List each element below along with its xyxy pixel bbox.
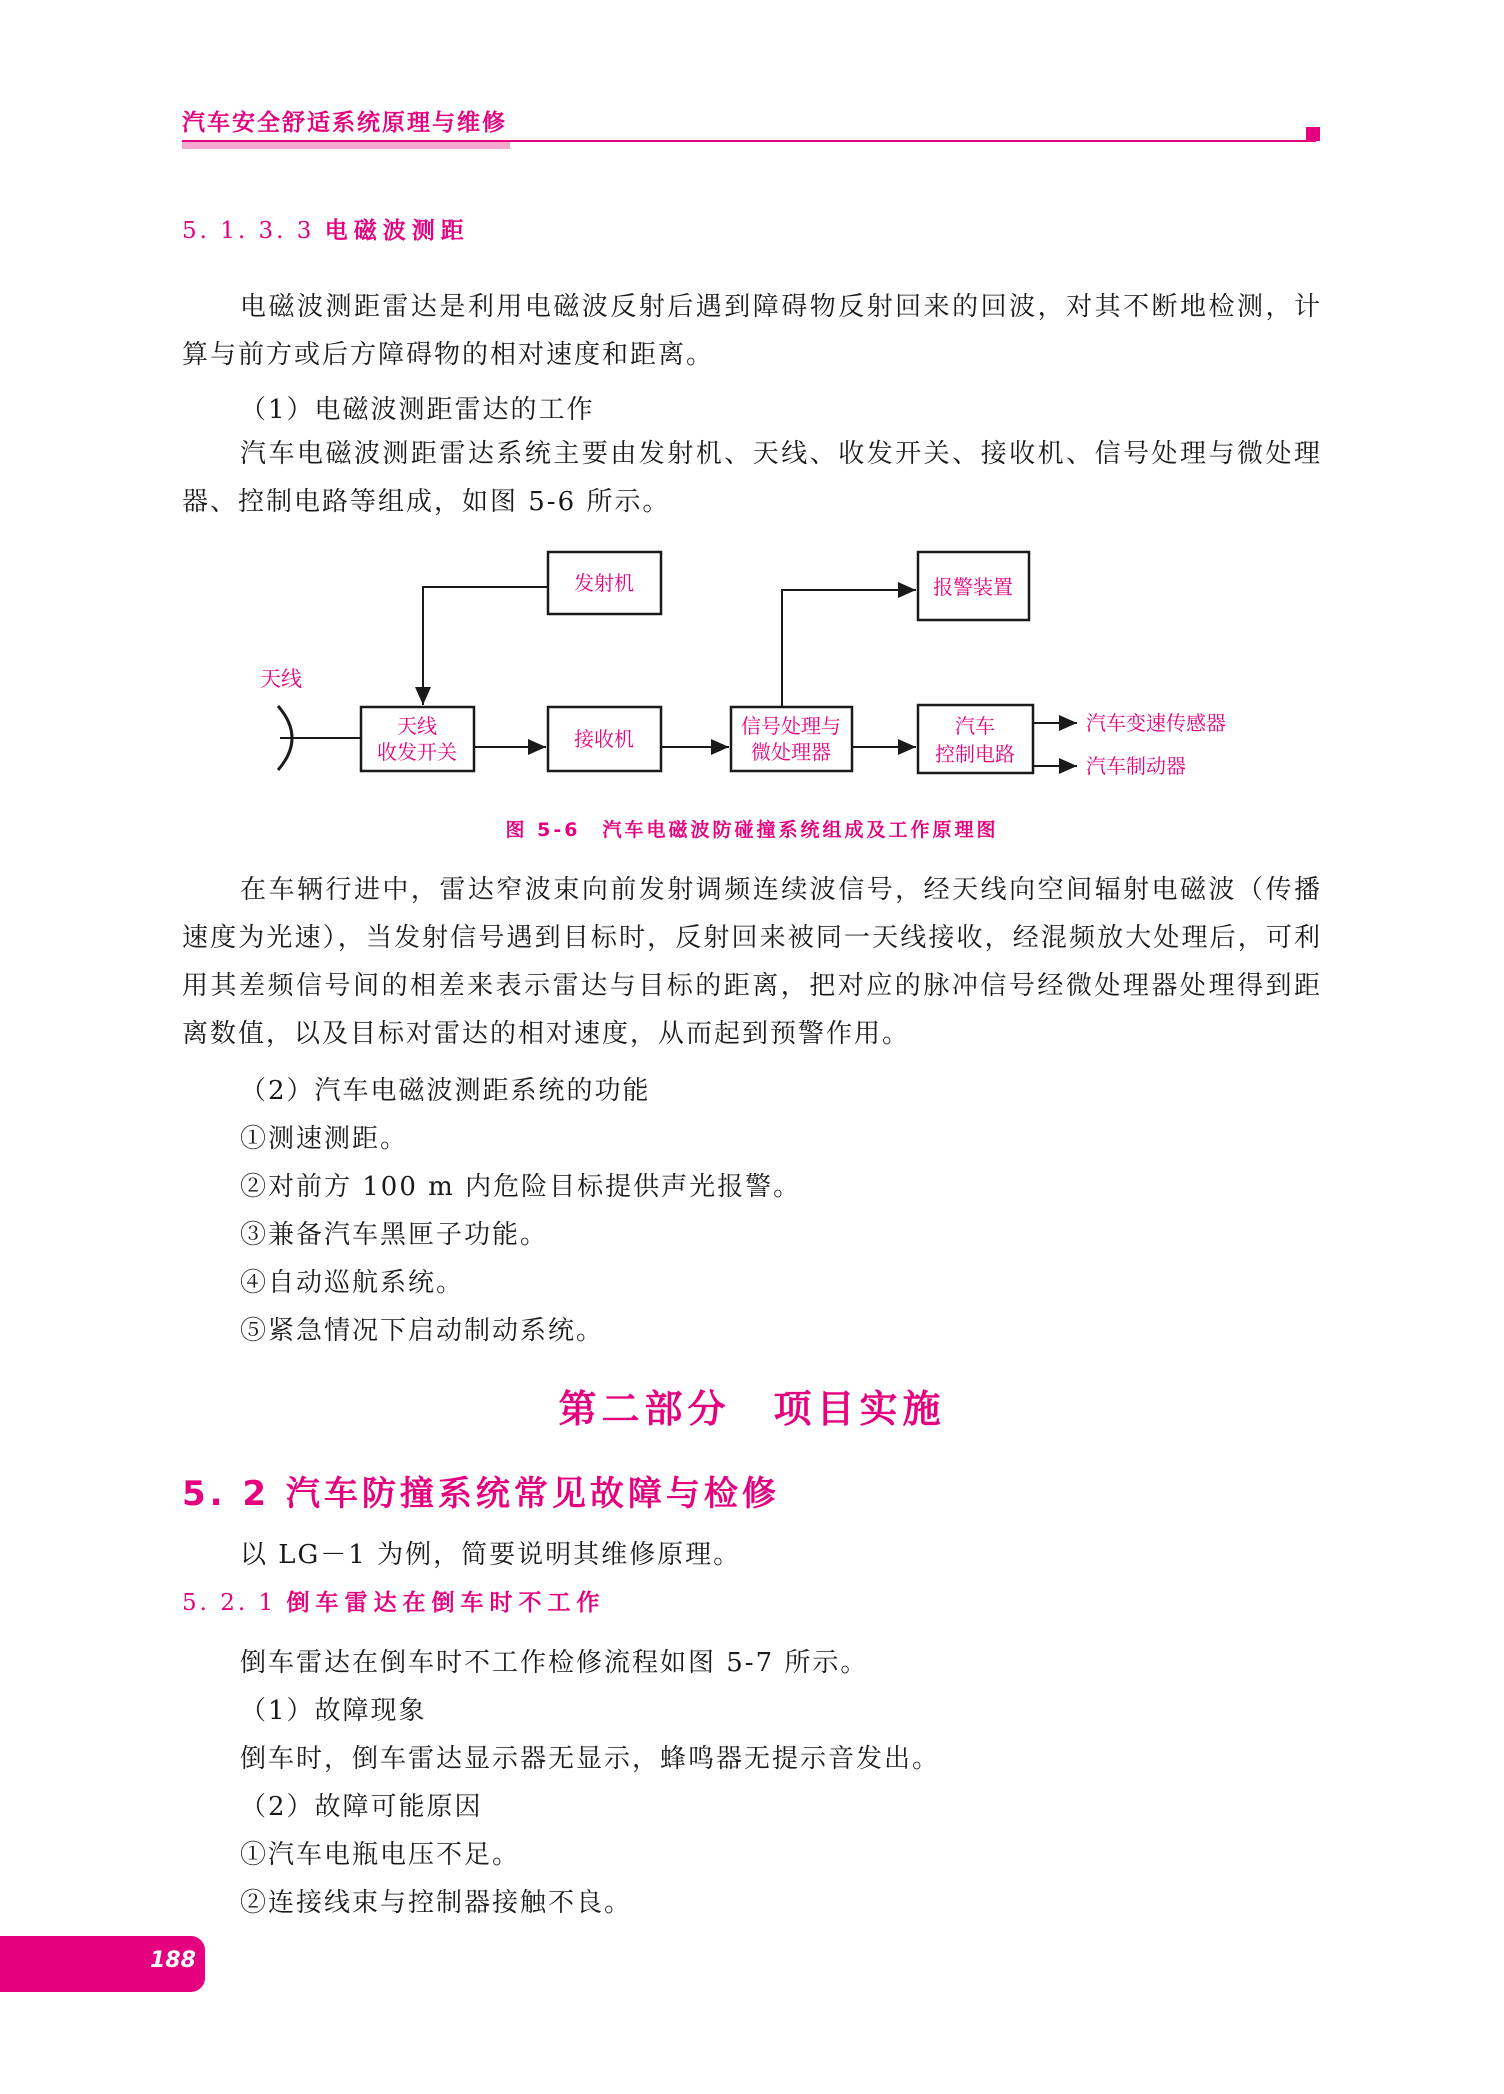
function-item: ⑤紧急情况下启动制动系统。: [240, 1316, 605, 1346]
switch-label-2: 收发开关: [377, 740, 457, 764]
paragraph-operation: 在车辆行进中，雷达窄波束向前发射调频连续波信号，经天线向空间辐射电磁波（传播速度为光速），当发射信号遇到目标时，反射回来被同一天线接收，经混频放大处理后，可利用其差频信号间的相差来表示雷达与目标的距离，把对应的脉冲信号经微处理器处理得到距离数值，以及目标对雷达的相对速度，从而起到预警作用。: [182, 875, 1322, 1049]
output-label-1: 汽车变速传感器: [1086, 711, 1226, 735]
function-item: ①测速测距。: [240, 1124, 409, 1154]
cause-item: ②连接线束与控制器接触不良。: [240, 1888, 633, 1918]
switch-label-1: 天线: [397, 714, 437, 738]
processor-label-2: 微处理器: [751, 740, 831, 764]
subsection-heading-5133: [182, 212, 470, 245]
transmitter-to-switch-arrow: [423, 587, 548, 705]
subsection-number: 5. 1. 3. 3: [182, 218, 315, 244]
paragraph-item-1: （1）电磁波测距雷达的工作: [240, 395, 595, 425]
output-label-2: 汽车制动器: [1086, 754, 1186, 778]
function-item: ④自动巡航系统。: [240, 1268, 465, 1298]
running-header-title: 汽车安全舒适系统原理与维修: [182, 110, 507, 136]
paragraph-symptom: 倒车时，倒车雷达显示器无显示，蜂鸣器无提示音发出。: [240, 1744, 941, 1774]
subsection-title: 倒车雷达在倒车时不工作: [286, 1590, 606, 1616]
header-square-marker: [1306, 127, 1320, 141]
paragraph-item-2: （2）汽车电磁波测距系统的功能: [240, 1076, 651, 1106]
control-label-1: 汽车: [955, 714, 995, 738]
paragraph-item-1: （1）故障现象: [240, 1696, 427, 1726]
paragraph-flow: 倒车雷达在倒车时不工作检修流程如图 5-7 所示。: [240, 1648, 869, 1678]
paragraph-item-2: （2）故障可能原因: [240, 1792, 483, 1822]
alarm-label: 报警装置: [933, 575, 1013, 599]
subsection-heading-521: [182, 1584, 605, 1617]
part-title: 第二部分 项目实施: [558, 1387, 946, 1431]
function-item: ②对前方 100 m 内危险目标提供声光报警。: [240, 1172, 802, 1202]
radar-system-diagram: [240, 540, 1260, 800]
section-title-52: 5. 2 汽车防撞系统常见故障与检修: [182, 1474, 780, 1514]
cause-item: ①汽车电瓶电压不足。: [240, 1840, 521, 1870]
paragraph-components: 汽车电磁波测距雷达系统主要由发射机、天线、收发开关、接收机、信号处理与微处理器、控制电路等组成，如图 5-6 所示。: [182, 439, 1322, 517]
subsection-number: 5. 2. 1: [182, 1590, 277, 1616]
processor-to-alarm-arrow: [782, 590, 916, 707]
function-item: ③兼备汽车黑匣子功能。: [240, 1220, 549, 1250]
processor-label-1: 信号处理与: [741, 714, 841, 738]
antenna-label: 天线: [260, 667, 302, 691]
paragraph-example: 以 LG－1 为例，简要说明其维修原理。: [240, 1540, 742, 1570]
receiver-label: 接收机: [574, 727, 634, 751]
page-number: 188: [150, 1948, 196, 1973]
subsection-title: 电磁波测距: [324, 218, 470, 244]
control-label-2: 控制电路: [935, 742, 1015, 766]
header-rule: [182, 140, 1316, 142]
figure-caption: 图 5-6 汽车电磁波防碰撞系统组成及工作原理图: [505, 819, 999, 841]
transmitter-label: 发射机: [574, 571, 634, 595]
paragraph-intro: 电磁波测距雷达是利用电磁波反射后遇到障碍物反射回来的回波，对其不断地检测，计算与前方或后方障碍物的相对速度和距离。: [182, 292, 1322, 370]
